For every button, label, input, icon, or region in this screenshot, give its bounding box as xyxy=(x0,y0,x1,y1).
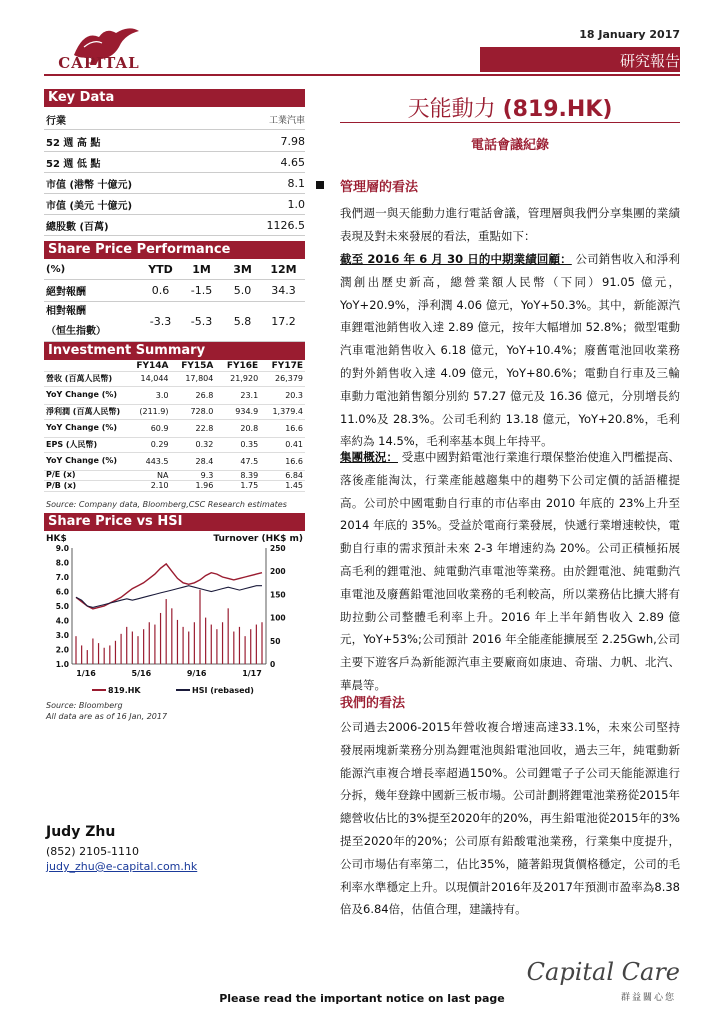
inv-cell: 443.5 xyxy=(145,456,169,466)
key-data-label: 行業 xyxy=(46,115,66,127)
perf-cell: -3.3 xyxy=(149,315,172,328)
title-rule xyxy=(340,122,680,123)
left-axis-label: HK$ xyxy=(46,534,67,544)
inv-row xyxy=(44,481,305,492)
key-data-row xyxy=(44,215,305,236)
x-tick-label: 1/16 xyxy=(76,669,96,678)
inv-row-label: P/B (x) xyxy=(46,480,77,490)
interim-review-lead: 截至 2016 年 6 月 30 日的中期業績回顧： xyxy=(340,252,572,266)
header-rule xyxy=(44,74,680,76)
interim-review-body: 公司銷售收入和淨利潤創出歷史新高，總營業額人民幣（下同）91.05 億元，YoY+20.9%，淨利潤 4.06 億元，YoY+50.3%。其中，新能源汽車鋰電池銷售收入達 2.89 億元，按年大幅增加 52.8%；微型電動汽車電池銷售收入 6.18 億元，YoY+10.4%；廢舊電池回收業務的對外銷售收入達 4.09 億元，YoY+80.6%；電動自行車及三輪車動力電池銷售額分別約 57.27 億元及 16.36 億元，分別增長約 11.0%及 28.3%。公司毛利約 13.18 億元，YoY+20.8%，毛利率約為 14.5%，毛利率基本與上年持平。 xyxy=(340,252,680,449)
inv-cell: 1.45 xyxy=(285,481,303,491)
footer-notice: Please read the important notice on last page xyxy=(219,992,505,1005)
chart-source xyxy=(46,700,167,722)
inv-row xyxy=(44,387,305,405)
key-data-label: 市值 (港幣 十億元) xyxy=(46,179,133,191)
left-tick-label: 6.0 xyxy=(55,587,69,597)
perf-col-12m: 12M xyxy=(270,262,297,276)
right-tick-label: 200 xyxy=(270,567,286,577)
perf-col-ytd: YTD xyxy=(148,262,173,276)
inv-summary-heading: Investment Summary xyxy=(44,342,305,360)
key-data-row xyxy=(44,131,305,152)
share-perf-heading: Share Price Performance xyxy=(44,241,305,259)
inv-cell: 0.41 xyxy=(285,440,303,449)
inv-cell: 17,804 xyxy=(185,374,214,383)
key-data-label: 總股數 (百萬) xyxy=(46,221,109,233)
inv-cell: 0.35 xyxy=(240,440,259,449)
right-axis-label: Turnover (HK$ m) xyxy=(213,534,303,544)
left-tick-label: 2.0 xyxy=(55,645,69,655)
right-tick-label: 50 xyxy=(270,636,281,646)
chart-heading: Share Price vs HSI xyxy=(44,513,305,531)
inv-cell: 8.39 xyxy=(240,470,259,480)
inv-cell: 47.5 xyxy=(240,456,259,466)
inv-cell: 14,044 xyxy=(140,374,169,383)
ticker-code: (819.HK) xyxy=(502,97,613,122)
inv-cell: (211.9) xyxy=(139,407,169,416)
inv-row-label: YoY Change (%) xyxy=(46,456,118,465)
inv-row xyxy=(44,405,305,420)
perf-cell: 34.3 xyxy=(271,284,296,297)
report-type: 研究報告 xyxy=(619,52,680,70)
key-data-value: 4.65 xyxy=(280,155,305,169)
x-tick-label: 5/16 xyxy=(131,669,152,678)
key-data-row xyxy=(44,109,305,130)
inv-cell: 20.3 xyxy=(285,390,303,400)
left-tick-label: 7.0 xyxy=(55,573,69,582)
inv-cell: 9.3 xyxy=(200,470,214,480)
inv-cell: 23.1 xyxy=(240,390,259,400)
report-date: 18 January 2017 xyxy=(579,28,680,41)
inv-row-label: EPS (人民幣) xyxy=(46,439,98,449)
left-tick-label: 1.0 xyxy=(55,660,69,669)
intro-paragraph: 我們週一與天能動力進行電話會議，管理層與我們分享集團的業績表現及對未來發展的看法，重點如下： xyxy=(340,206,680,243)
inv-col-header: FY17E xyxy=(271,360,303,371)
key-data-heading: Key Data xyxy=(44,89,305,107)
inv-cell: 16.6 xyxy=(285,423,303,433)
inv-cell: 1,379.4 xyxy=(272,407,303,416)
perf-col-3m: 3M xyxy=(233,262,252,276)
inv-cell: 22.8 xyxy=(195,423,214,433)
inv-cell: 0.29 xyxy=(150,440,169,449)
perf-cell: 5.0 xyxy=(233,284,252,297)
perf-row-label-1: 相對報酬 xyxy=(46,305,86,317)
page-subtitle: 電話會議紀錄 xyxy=(470,138,549,153)
inv-summary-table xyxy=(44,361,305,492)
chart-source-line: Source: Bloomberg xyxy=(46,701,123,710)
inv-row xyxy=(44,453,305,471)
legend-label-hsi: HSI (rebased) xyxy=(192,686,254,695)
key-data-row xyxy=(44,173,305,194)
inv-cell: 20.8 xyxy=(240,423,259,433)
group-overview-paragraph xyxy=(340,446,680,697)
inv-cell: 60.9 xyxy=(150,423,169,433)
left-tick-label: 9.0 xyxy=(55,544,69,553)
left-tick-label: 4.0 xyxy=(55,616,69,626)
inv-header-row xyxy=(44,361,305,372)
inv-cell: 934.9 xyxy=(235,407,259,416)
analyst-name: Judy Zhu xyxy=(46,824,116,840)
key-data-value: 工業汽車 xyxy=(268,115,305,126)
left-tick-label: 8.0 xyxy=(55,558,69,568)
inv-cell: 26,379 xyxy=(275,374,303,383)
share-price-chart xyxy=(44,532,305,700)
inv-cell: 6.84 xyxy=(285,470,303,480)
logo-text: CAPITAL xyxy=(58,54,140,72)
analyst-phone: (852) 2105-1110 xyxy=(46,845,140,858)
inv-summary-source: Source: Company data, Bloomberg,CSC Research estimates xyxy=(46,500,287,509)
inv-cell: 21,920 xyxy=(230,374,259,383)
inv-row-label: P/E (x) xyxy=(46,470,76,480)
interim-review-paragraph xyxy=(340,248,680,453)
inv-cell: 26.8 xyxy=(195,390,214,400)
inv-row xyxy=(44,372,305,387)
perf-col-label: (%) xyxy=(46,263,66,275)
chart-asof-line: All data are as of 16 Jan, 2017 xyxy=(46,712,168,721)
x-tick-label: 9/16 xyxy=(186,669,207,678)
inv-row xyxy=(44,438,305,453)
perf-col-1m: 1M xyxy=(192,262,211,276)
our-view-paragraph: 公司過去2006-2015年營收複合增速高達33.1%，未來公司堅持發展兩塊新業務分別為鋰電池與鉛電池回收，過去三年，純電動新能源汽車複合增長率超過150%。公司鋰電子子公司天能能源進行分拆，幾年登錄中國新三板市場。公司計劃將鋰電池業務從2015年總營收佔比的3%提至2020年的20%，再生鉛電池從2015年的3%提至2020年的20%；公司原有鉛酸電池業務，行業集中度提升，公司市場佔有率第二，佔比35%，隨著鉛現貨價格穩定，公司的毛利率水準穩定上升。以現價計2016年及2017年預測市盈率為8.38倍及6.84倍，估值合理，建議持有。 xyxy=(340,720,680,917)
right-tick-label: 250 xyxy=(270,544,286,553)
inv-cell: 0.32 xyxy=(195,440,214,449)
perf-cell: 5.8 xyxy=(233,315,252,328)
mgmt-heading: 管理層的看法 xyxy=(340,180,419,195)
right-tick-label: 150 xyxy=(270,590,286,600)
key-data-value: 1.0 xyxy=(287,197,305,211)
inv-col-header: FY16E xyxy=(226,360,259,371)
series-line-819hk xyxy=(76,564,262,609)
perf-row-label xyxy=(44,302,140,342)
inv-row-label: YoY Change (%) xyxy=(46,390,118,399)
key-data-row xyxy=(44,194,305,215)
perf-row-label-2: （恒生指數） xyxy=(46,325,106,337)
inv-row-label: YoY Change (%) xyxy=(46,423,118,432)
right-tick-label: 0 xyxy=(270,660,276,669)
inv-row xyxy=(44,471,305,482)
company-name: 天能動力 xyxy=(407,97,496,122)
key-data-value: 8.1 xyxy=(287,176,305,190)
inv-row-label: 淨利潤 (百萬人民幣) xyxy=(46,406,121,416)
perf-row-relative xyxy=(44,302,305,342)
inv-cell: 16.6 xyxy=(285,456,303,466)
inv-row xyxy=(44,420,305,438)
group-overview-body: 受惠中國對鉛電池行業進行環保整治使進入門檻提高、落後產能淘汰，行業產能越趨集中的趨勢下公司定價的話語權提高。公司於中國電動自行車的市佔率由 2010 年底的 23%上升至 2014 年底的 35%。受益於電商行業發展，快遞行業增速較快，電動自行車的需求預計未來 2-3 年增速約為 20%。公司正積極拓展高毛利的鋰電池、純電動汽車電池等業務。由於鋰電池、純電動汽車電池及廢舊鉛電池回收業務的毛利較高，所以業務佔比擴大將有助拉動公司整體毛利率上升。2016 年上半年銷售收入 2.89 億元，YoY+53%;公司預計 2016 年全能產能擴展至 2.25Gwh,公司主要下遊客戶為新能源汽車主要廠商如康迪、奇瑞、力帆、北汽、華晨等。 xyxy=(340,450,681,692)
square-bullet-icon xyxy=(316,181,324,189)
inv-cell: 1.96 xyxy=(195,481,214,491)
key-data-label: 52 週 高 點 xyxy=(46,137,101,149)
key-data-label: 52 週 低 點 xyxy=(46,158,101,170)
perf-cell: -5.3 xyxy=(190,315,213,328)
capital-care-logo: Capital Care xyxy=(526,958,680,986)
group-overview-lead: 集團概況： xyxy=(340,450,398,464)
page-title xyxy=(340,92,680,123)
perf-row-absolute xyxy=(44,280,305,302)
perf-cell: -1.5 xyxy=(190,284,213,297)
analyst-email-link[interactable]: judy_zhu@e-capital.com.hk xyxy=(46,860,198,873)
x-tick-label: 1/17 xyxy=(242,669,262,678)
perf-cell: 0.6 xyxy=(151,284,170,297)
inv-cell: 3.0 xyxy=(155,390,169,400)
inv-cell: NA xyxy=(157,470,169,480)
key-data-row xyxy=(44,152,305,173)
inv-col-header: FY14A xyxy=(136,360,169,371)
left-tick-label: 3.0 xyxy=(55,631,69,640)
right-tick-label: 100 xyxy=(270,613,286,623)
key-data-value: 7.98 xyxy=(280,134,305,148)
inv-cell: 1.75 xyxy=(240,481,259,491)
perf-cell: 17.2 xyxy=(271,315,296,328)
share-perf-header-row xyxy=(44,259,305,280)
inv-row-label: 營收 (百萬人民幣) xyxy=(46,373,113,383)
inv-col-header: FY15A xyxy=(181,360,214,371)
key-data-label: 市值 (美元 十億元) xyxy=(46,200,133,212)
series-line-hsi xyxy=(76,586,262,608)
capital-care-sub: 群益關心您 xyxy=(620,993,676,1003)
inv-cell: 2.10 xyxy=(150,481,169,491)
left-tick-label: 5.0 xyxy=(55,602,69,611)
perf-row-label: 絕對報酬 xyxy=(46,287,86,298)
key-data-value: 1126.5 xyxy=(266,218,305,232)
share-perf-table xyxy=(44,259,305,342)
legend-label-819hk: 819.HK xyxy=(108,686,141,695)
view-heading: 我們的看法 xyxy=(340,696,406,711)
inv-cell: 728.0 xyxy=(190,407,214,416)
inv-cell: 28.4 xyxy=(195,456,214,466)
